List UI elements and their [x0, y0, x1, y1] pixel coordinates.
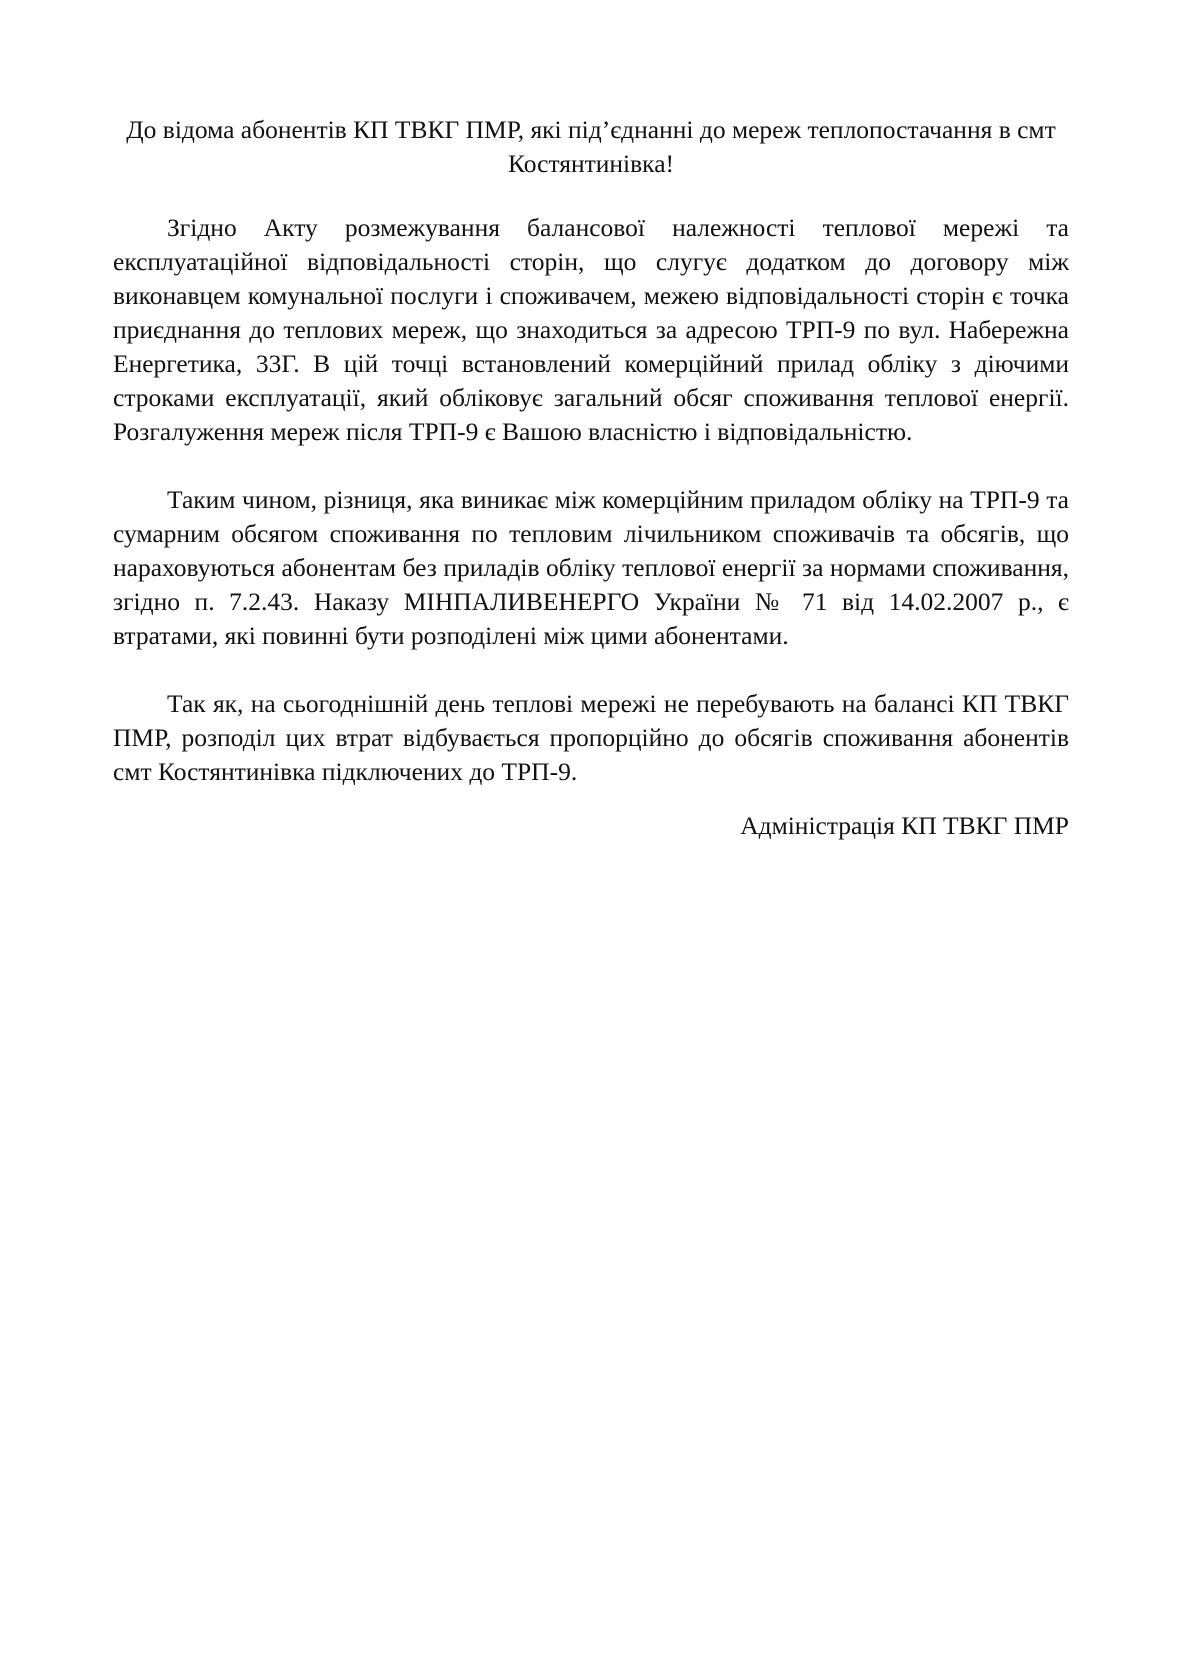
paragraph-losses-difference: Таким чином, різниця, яка виникає між комерційним приладом обліку на ТРП-9 та сумарним обсягом споживання по тепловим лічильником споживачів та обсягів, що нараховуються абонентам без приладів обліку теплової енергії за нормами споживання, згідно п. 7.2.43. Наказу МІНПАЛИВЕНЕРГО України № 71 від 14.02.2007 р., є втратами, які повинні бути розподілені між цими абонентами. — [113, 485, 1069, 650]
paragraph-balance-boundary: Згідно Акту розмежування балансової належності теплової мережі та експлуатаційної відповідальності сторін, що слугує додатком до договору між виконавцем комунальної послуги і споживачем, межею відповідальності сторін є точка приєднання до теплових мереж, що знаходиться за адресою ТРП-9 по вул. Набережна Енергетика, 33Г. В цій точці встановлений комерційний прилад обліку з діючими строками експлуатації, який обліковує загальний обсяг споживання теплової енергії. Розгалуження мереж після ТРП-9 є Вашою власністю і відповідальністю. — [113, 213, 1069, 446]
notice-title: До відома абонентів КП ТВКГ ПМР, які під’єднанні до мереж теплопостачання в смт Костянтинівка! — [126, 115, 1056, 178]
document-body — [113, 113, 1069, 843]
signature: Адміністрація КП ТВКГ ПМР — [740, 811, 1069, 840]
paragraph-loss-distribution: Так як, на сьогоднішній день теплові мережі не перебувають на балансі КП ТВКГ ПМР, розподіл цих втрат відбувається пропорційно до обсягів споживання абонентів смт Костянтинівка підключених до ТРП-9. — [113, 689, 1069, 786]
